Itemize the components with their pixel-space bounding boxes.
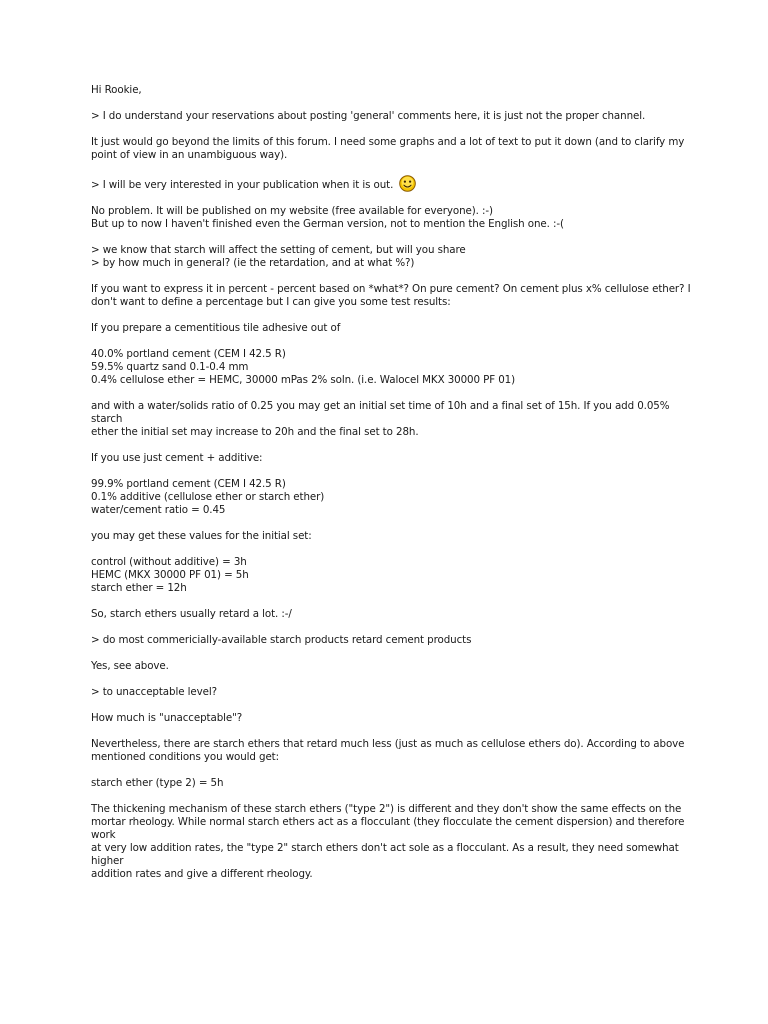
recipe-line: water/cement ratio = 0.45 (91, 504, 226, 516)
reply-see-above (91, 660, 691, 673)
quote-starch-setting (91, 244, 691, 270)
intro-initial-set (91, 530, 691, 543)
paragraph-line: don't want to define a percentage but I can give you some test results: (91, 296, 451, 308)
paragraph-line: mentioned conditions you would get: (91, 751, 279, 763)
paragraph-line: Yes, see above. (91, 660, 169, 672)
intro-tile-adhesive (91, 322, 691, 335)
quote-line: > by how much in general? (ie the retardation, and at what %?) (91, 257, 415, 269)
smiley-face-icon (399, 175, 416, 192)
paragraph-line: at very low addition rates, the "type 2" starch ethers don't act sole as a flocculant. As a result, they need somewhat higher (91, 842, 682, 867)
greeting (91, 84, 691, 97)
quote-line: > I will be very interested in your publication when it is out. (91, 179, 394, 191)
reply-forum-limits (91, 136, 691, 162)
result-set-times (91, 400, 691, 439)
forum-post-body (91, 84, 691, 894)
paragraph-line: addition rates and give a different rheology. (91, 868, 313, 880)
paragraph-line: The thickening mechanism of these starch ethers ("type 2") is different and they don't show the same effects on the (91, 803, 682, 815)
paragraph-line: point of view in an unambiguous way). (91, 149, 288, 161)
result-line: starch ether = 12h (91, 582, 187, 594)
paragraph-line: Nevertheless, there are starch ethers that retard much less (just as much as cellulose ethers do). According to above (91, 738, 685, 750)
recipe-line: 40.0% portland cement (CEM I 42.5 R) (91, 348, 286, 360)
conclusion-retard (91, 608, 691, 621)
quote-line: > to unacceptable level? (91, 686, 217, 698)
quote-reservations (91, 110, 691, 123)
paragraph-line: But up to now I haven't finished even the German version, not to mention the English one. :-( (91, 218, 564, 230)
quote-publication-interest (91, 175, 691, 192)
paragraph-line: and with a water/solids ratio of 0.25 you may get an initial set time of 10h and a final set of 15h. If you add 0.05% starch (91, 400, 673, 425)
result-line: HEMC (MKX 30000 PF 01) = 5h (91, 569, 249, 581)
quote-line: > I do understand your reservations about posting 'general' comments here, it is just not the proper channel. (91, 110, 646, 122)
result-line: starch ether (type 2) = 5h (91, 777, 224, 789)
results-initial-set (91, 556, 691, 595)
reply-nevertheless (91, 738, 691, 764)
paragraph-line: So, starch ethers usually retard a lot. :-/ (91, 608, 292, 620)
reply-how-much (91, 712, 691, 725)
result-line: control (without additive) = 3h (91, 556, 247, 568)
paragraph-line: If you prepare a cementitious tile adhesive out of (91, 322, 341, 334)
recipe-line: 59.5% quartz sand 0.1-0.4 mm (91, 361, 249, 373)
greeting-line: Hi Rookie, (91, 84, 142, 96)
paragraph-line: It just would go beyond the limits of this forum. I need some graphs and a lot of text to put it down (and to clarify my (91, 136, 685, 148)
result-type-2 (91, 777, 691, 790)
paragraph-line: No problem. It will be published on my website (free available for everyone). :-) (91, 205, 493, 217)
paragraph-line: If you want to express it in percent - percent based on *what*? On pure cement? On cement plus x% cellulose ether? I (91, 283, 691, 295)
recipe-line: 0.4% cellulose ether = HEMC, 30000 mPas 2% soln. (i.e. Walocel MKX 30000 PF 01) (91, 374, 516, 386)
intro-cement-additive (91, 452, 691, 465)
recipe-line: 0.1% additive (cellulose ether or starch ether) (91, 491, 325, 503)
paragraph-line: you may get these values for the initial set: (91, 530, 312, 542)
quote-line: > do most commericially-available starch products retard cement products (91, 634, 472, 646)
paragraph-line: If you use just cement + additive: (91, 452, 263, 464)
quote-commercial-products (91, 634, 691, 647)
reply-no-problem (91, 205, 691, 231)
recipe-tile-adhesive (91, 348, 691, 387)
paragraph-line: How much is "unacceptable"? (91, 712, 243, 724)
explanation-thickening (91, 803, 691, 881)
paragraph-line: ether the initial set may increase to 20h and the final set to 28h. (91, 426, 419, 438)
recipe-cement-additive (91, 478, 691, 517)
reply-percentage (91, 283, 691, 309)
quote-line: > we know that starch will affect the setting of cement, but will you share (91, 244, 466, 256)
quote-unacceptable-level (91, 686, 691, 699)
paragraph-line: mortar rheology. While normal starch ethers act as a flocculant (they flocculate the cement dispersion) and therefore work (91, 816, 688, 841)
recipe-line: 99.9% portland cement (CEM I 42.5 R) (91, 478, 286, 490)
